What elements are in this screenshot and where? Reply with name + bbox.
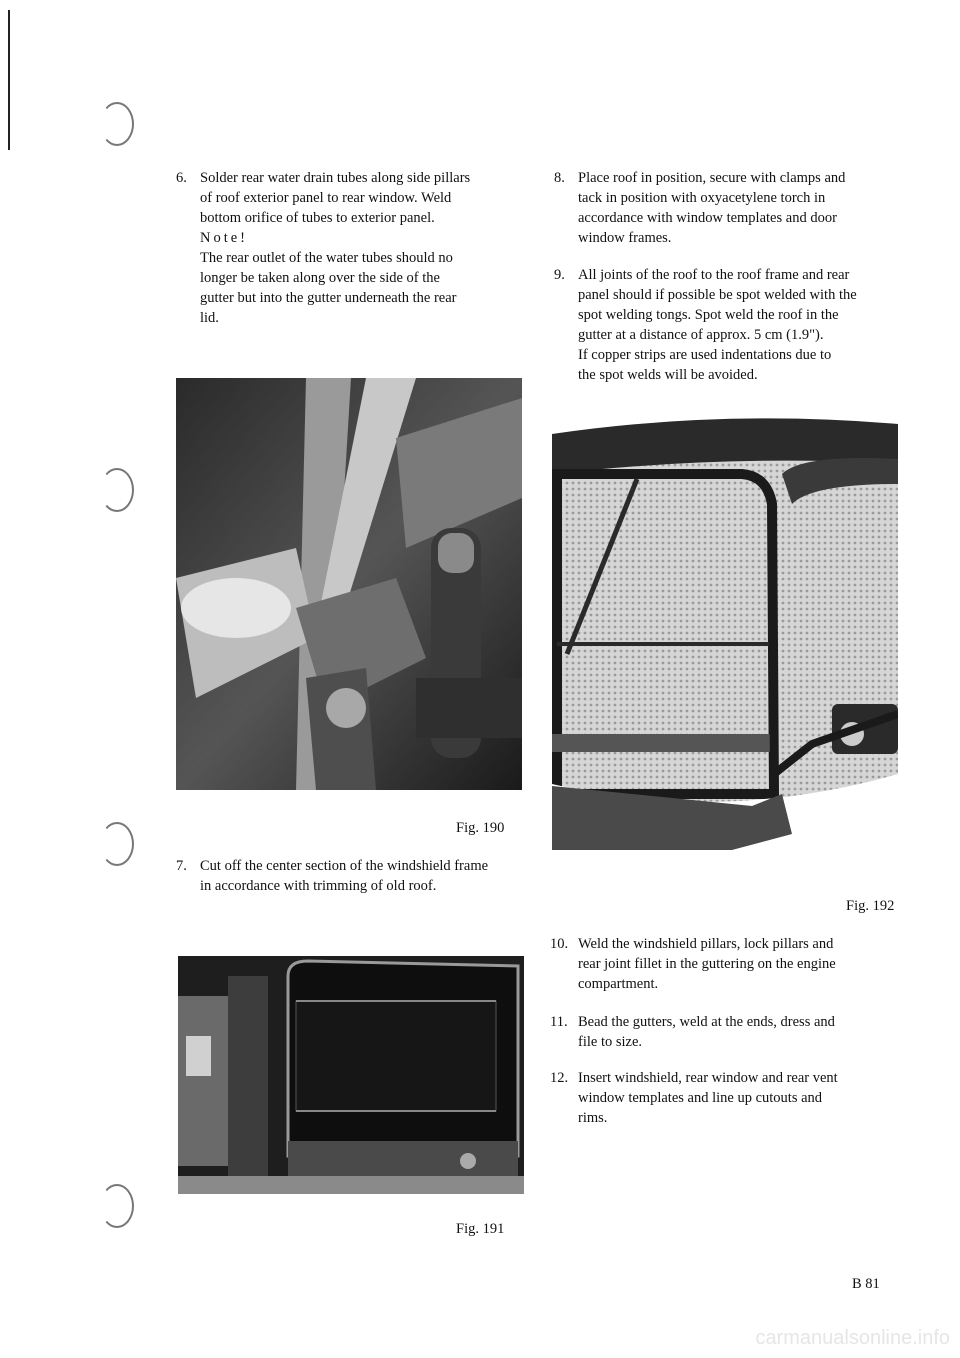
watermark: carmanualsonline.info: [755, 1327, 950, 1349]
note-text-line: lid.: [200, 310, 219, 326]
step-12: [550, 1068, 906, 1128]
step-number: 10.: [550, 936, 569, 952]
step-number: 7.: [176, 858, 187, 874]
step-11: [550, 1012, 906, 1052]
step-text-line: the spot welds will be avoided.: [578, 367, 758, 383]
step-text-line: window templates and line up cutouts and: [578, 1090, 823, 1106]
binding-line: [8, 10, 10, 150]
step-text-line: gutter at a distance of approx. 5 cm (1.9").: [578, 327, 824, 343]
step-number: 11.: [550, 1014, 568, 1030]
step-7: [176, 856, 536, 896]
punch-hole: [100, 1184, 134, 1228]
step-text-line: in accordance with trimming of old roof.: [200, 878, 437, 894]
step-text-line: If copper strips are used indentations due to: [578, 347, 832, 363]
figure-191-photo: [178, 956, 524, 1194]
step-text-line: rims.: [578, 1110, 608, 1126]
step-text-line: accordance with window templates and door: [578, 210, 837, 226]
step-text-line: panel should if possible be spot welded with the: [578, 287, 857, 303]
figure-191-caption: Fig. 191: [456, 1221, 505, 1237]
punch-hole: [100, 102, 134, 146]
step-number: 8.: [554, 170, 565, 186]
note-text-line: gutter but into the gutter underneath the rear: [200, 290, 457, 306]
step-number: 9.: [554, 267, 565, 283]
step-10: [550, 934, 906, 994]
step-9: [554, 265, 904, 385]
step-number: 6.: [176, 170, 187, 186]
step-number: 12.: [550, 1070, 569, 1086]
punch-hole: [100, 468, 134, 512]
figure-192-caption: Fig. 192: [846, 898, 895, 914]
step-text-line: file to size.: [578, 1034, 643, 1050]
step-text-line: Place roof in position, secure with clamps and: [578, 170, 846, 186]
step-text-line: Weld the windshield pillars, lock pillars and: [578, 936, 834, 952]
figure-192-photo: [552, 414, 898, 850]
step-8: [554, 168, 904, 248]
step-text-line: All joints of the roof to the roof frame and rear: [578, 267, 850, 283]
punch-hole: [100, 822, 134, 866]
figure-190-caption: Fig. 190: [456, 820, 505, 836]
step-text-line: tack in position with oxyacetylene torch in: [578, 190, 826, 206]
page-number: B 81: [852, 1276, 880, 1292]
step-text-line: Solder rear water drain tubes along side pillars: [200, 170, 471, 186]
step-text-line: Bead the gutters, weld at the ends, dress and: [578, 1014, 835, 1030]
step-text-line: Insert windshield, rear window and rear vent: [578, 1070, 838, 1086]
step-text-line: rear joint fillet in the guttering on the engine: [578, 956, 836, 972]
step-text-line: Cut off the center section of the windshield frame: [200, 858, 489, 874]
step-text-line: spot welding tongs. Spot weld the roof in the: [578, 307, 839, 323]
step-6: [176, 168, 526, 328]
note-text-line: longer be taken along over the side of the: [200, 270, 440, 286]
step-text-line: window frames.: [578, 230, 672, 246]
step-text-line: of roof exterior panel to rear window. Weld: [200, 190, 452, 206]
step-text-line: bottom orifice of tubes to exterior panel.: [200, 210, 435, 226]
note-heading: Note!: [200, 230, 249, 246]
step-text-line: compartment.: [578, 976, 659, 992]
figure-190-photo: [176, 378, 522, 790]
note-text-line: The rear outlet of the water tubes should no: [200, 250, 453, 266]
